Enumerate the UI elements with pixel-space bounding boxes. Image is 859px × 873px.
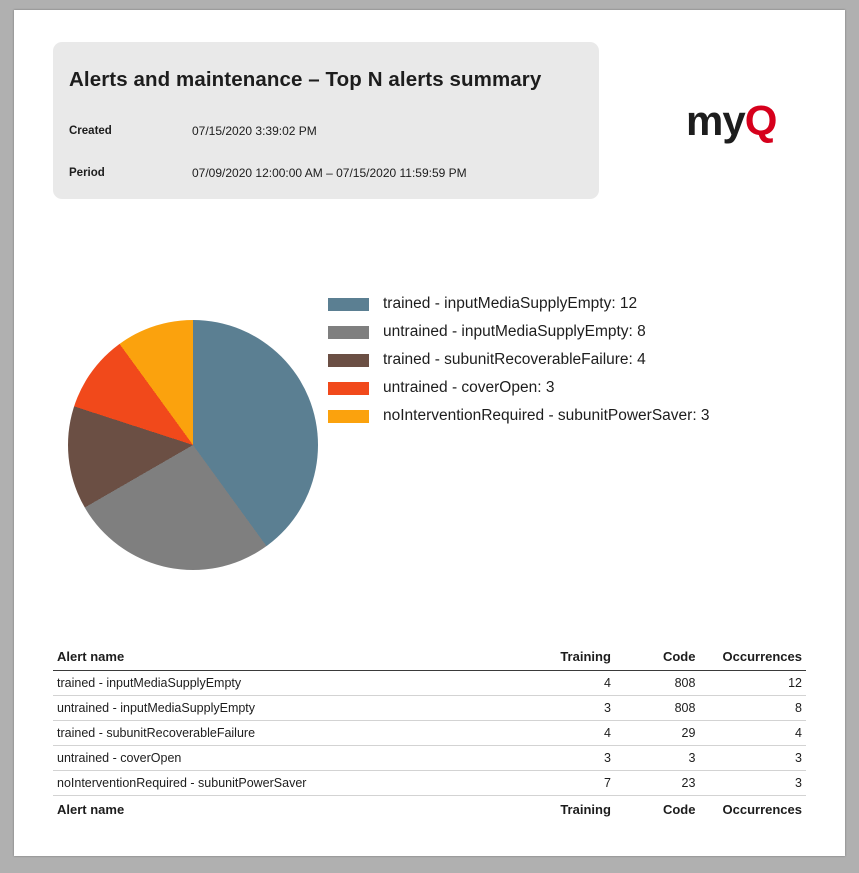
page-title: Alerts and maintenance – Top N alerts summary	[69, 68, 542, 91]
table-body	[53, 671, 806, 796]
created-label: Created	[69, 125, 112, 137]
legend-item-label: untrained - inputMediaSupplyEmpty: 8	[383, 323, 646, 340]
legend-item-label: noInterventionRequired - subunitPowerSaver: 3	[383, 407, 710, 424]
table-header-row	[53, 644, 806, 671]
table-head	[53, 644, 806, 671]
table-row	[53, 746, 806, 771]
header-occurrences: Occurrences	[699, 644, 806, 671]
footer-occurrences: Occurrences	[699, 796, 806, 823]
legend-color-swatch	[328, 326, 369, 339]
header-alert-name: Alert name	[53, 644, 515, 671]
report-header-card	[53, 42, 599, 199]
myq-logo	[686, 98, 806, 144]
chart-area	[53, 265, 813, 605]
cell-name: trained - subunitRecoverableFailure	[53, 721, 515, 746]
logo-text-my: my	[686, 97, 745, 144]
pie-slices	[68, 320, 318, 570]
footer-alert-name: Alert name	[53, 796, 515, 823]
footer-training: Training	[515, 796, 615, 823]
legend-color-swatch	[328, 298, 369, 311]
legend-item-label: trained - inputMediaSupplyEmpty: 12	[383, 295, 638, 312]
chart-legend	[328, 290, 710, 430]
cell-name: untrained - inputMediaSupplyEmpty	[53, 696, 515, 721]
header-training: Training	[515, 644, 615, 671]
cell-occurrences: 12	[699, 671, 806, 696]
legend-item	[328, 290, 710, 318]
legend-item-label: untrained - coverOpen: 3	[383, 379, 555, 396]
header-code: Code	[615, 644, 700, 671]
cell-training: 7	[515, 771, 615, 796]
cell-occurrences: 8	[699, 696, 806, 721]
table-row	[53, 696, 806, 721]
cell-name: noInterventionRequired - subunitPowerSaver	[53, 771, 515, 796]
created-value: 07/15/2020 3:39:02 PM	[192, 124, 317, 138]
cell-code: 23	[615, 771, 700, 796]
cell-occurrences: 3	[699, 746, 806, 771]
cell-name: trained - inputMediaSupplyEmpty	[53, 671, 515, 696]
cell-code: 808	[615, 671, 700, 696]
alerts-table-wrap	[53, 644, 806, 822]
cell-code: 808	[615, 696, 700, 721]
legend-color-swatch	[328, 382, 369, 395]
logo-text-q: Q	[744, 97, 777, 144]
cell-occurrences: 4	[699, 721, 806, 746]
cell-training: 3	[515, 696, 615, 721]
cell-code: 3	[615, 746, 700, 771]
table-footer-row	[53, 796, 806, 823]
cell-code: 29	[615, 721, 700, 746]
legend-color-swatch	[328, 410, 369, 423]
legend-item	[328, 318, 710, 346]
footer-code: Code	[615, 796, 700, 823]
table-row	[53, 771, 806, 796]
cell-training: 4	[515, 671, 615, 696]
report-page	[14, 10, 845, 856]
cell-occurrences: 3	[699, 771, 806, 796]
cell-training: 3	[515, 746, 615, 771]
cell-name: untrained - coverOpen	[53, 746, 515, 771]
cell-training: 4	[515, 721, 615, 746]
legend-item	[328, 374, 710, 402]
table-row	[53, 671, 806, 696]
legend-item-label: trained - subunitRecoverableFailure: 4	[383, 351, 646, 368]
period-label: Period	[69, 167, 105, 179]
legend-item	[328, 346, 710, 374]
alerts-table	[53, 644, 806, 822]
table-foot	[53, 796, 806, 823]
legend-item	[328, 402, 710, 430]
pie-chart	[68, 320, 318, 570]
legend-color-swatch	[328, 354, 369, 367]
table-row	[53, 721, 806, 746]
period-value: 07/09/2020 12:00:00 AM – 07/15/2020 11:59:59 PM	[192, 166, 467, 180]
